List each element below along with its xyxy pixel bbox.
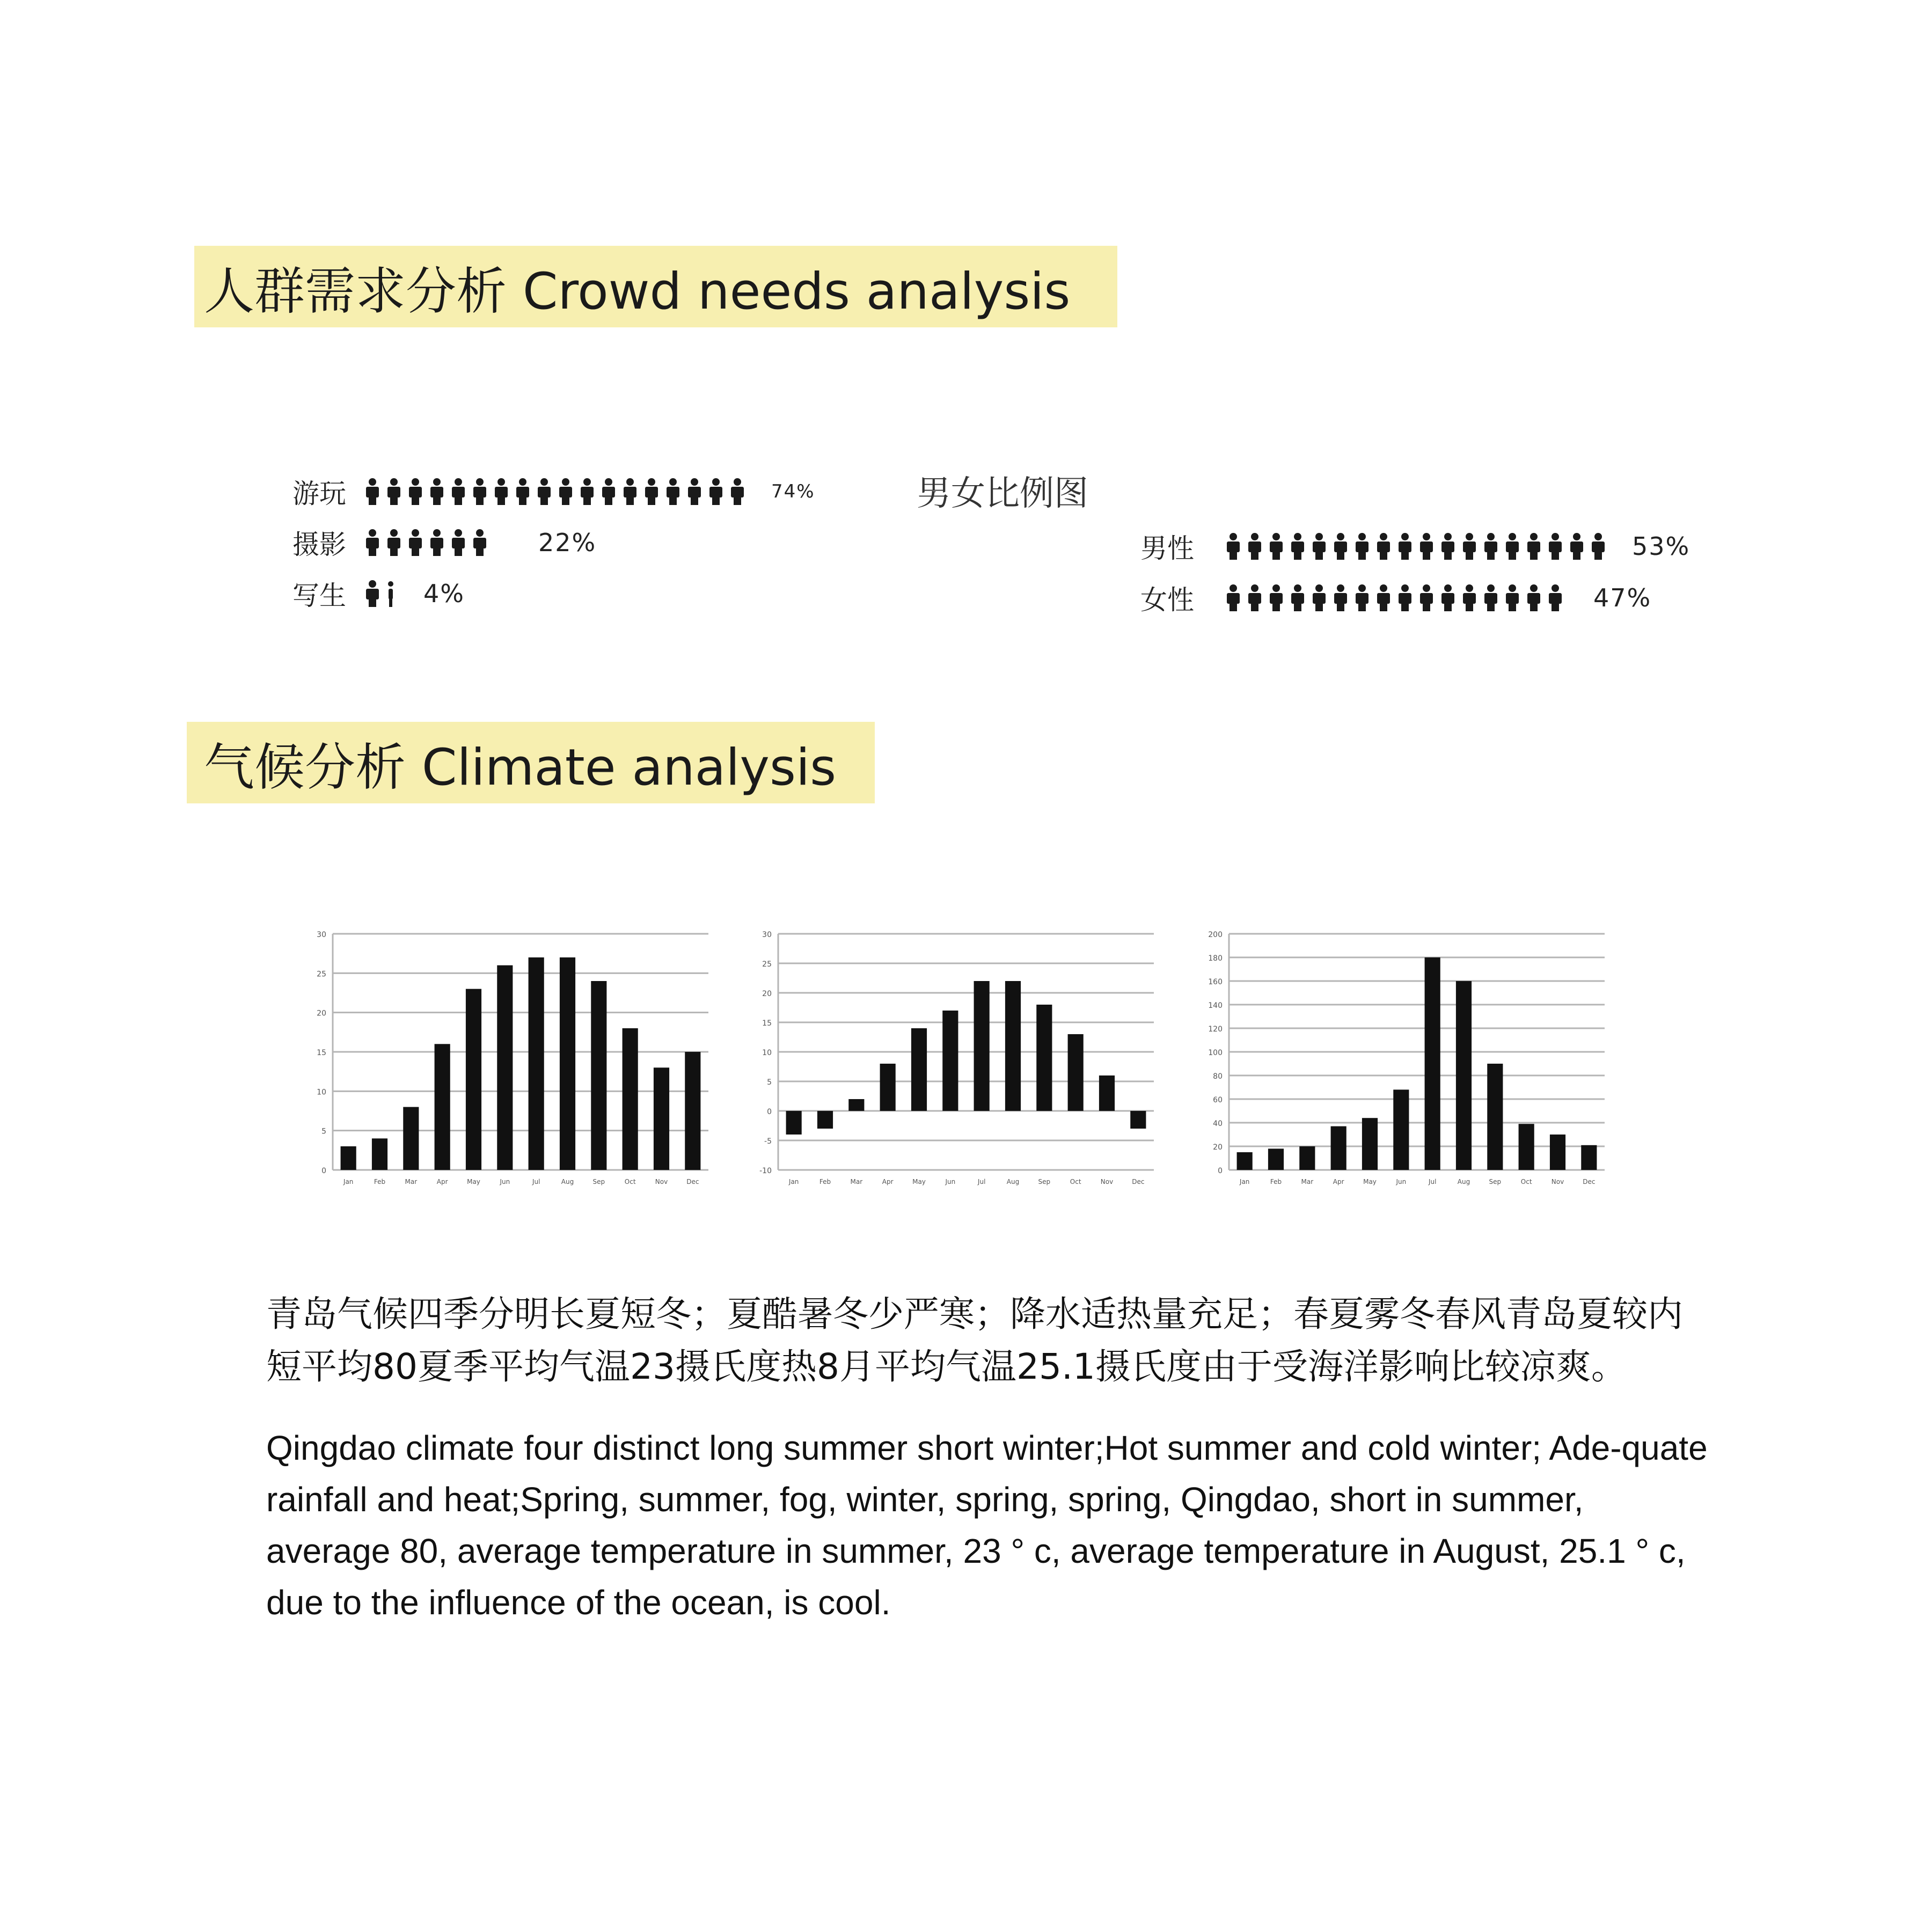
bar bbox=[466, 989, 481, 1170]
bar bbox=[1237, 1152, 1253, 1170]
y-tick-label: 180 bbox=[1208, 954, 1223, 963]
x-tick-label: Oct bbox=[1070, 1178, 1081, 1185]
bar bbox=[911, 1028, 927, 1111]
y-tick-label: 10 bbox=[317, 1088, 326, 1097]
x-tick-label: Jan bbox=[1239, 1178, 1250, 1185]
y-tick-label: 120 bbox=[1208, 1025, 1223, 1034]
bar bbox=[1299, 1146, 1315, 1170]
x-tick-label: May bbox=[467, 1178, 480, 1185]
person-icon bbox=[408, 529, 422, 556]
gender-label: 男性 bbox=[1140, 533, 1194, 564]
person-icon bbox=[1419, 533, 1433, 560]
activity-percent: 22% bbox=[538, 528, 597, 557]
y-tick-label: -10 bbox=[759, 1167, 772, 1175]
bar bbox=[1036, 1005, 1052, 1111]
crowd-needs-title bbox=[194, 246, 1117, 327]
person-icon bbox=[387, 580, 394, 607]
person-icon bbox=[623, 478, 637, 505]
x-tick-label: Jul bbox=[977, 1178, 986, 1185]
person-icons bbox=[1226, 584, 1570, 611]
bar bbox=[341, 1146, 356, 1170]
chart-svg bbox=[301, 923, 719, 1202]
person-icon bbox=[1462, 584, 1476, 611]
x-tick-label: Jun bbox=[500, 1178, 510, 1185]
person-icon bbox=[1312, 533, 1326, 560]
person-icons bbox=[365, 580, 402, 607]
person-icon bbox=[451, 529, 465, 556]
person-icon bbox=[1334, 533, 1348, 560]
person-icon bbox=[387, 529, 401, 556]
person-icon bbox=[1484, 584, 1498, 611]
person-icon bbox=[1226, 533, 1240, 560]
y-tick-label: -5 bbox=[764, 1137, 772, 1146]
person-icon bbox=[1548, 584, 1562, 611]
bar bbox=[1268, 1148, 1284, 1170]
x-tick-label: Dec bbox=[686, 1178, 699, 1185]
person-icon bbox=[1312, 584, 1326, 611]
person-icon bbox=[645, 478, 658, 505]
chart-precipitation bbox=[1197, 923, 1615, 1202]
person-icon bbox=[580, 478, 594, 505]
y-tick-label: 5 bbox=[767, 1078, 772, 1087]
x-tick-label: Sep bbox=[1038, 1178, 1051, 1185]
x-tick-label: Mar bbox=[405, 1178, 418, 1185]
person-icon bbox=[1248, 584, 1262, 611]
gender-percent: 53% bbox=[1632, 532, 1690, 561]
bar bbox=[654, 1067, 669, 1170]
person-icon bbox=[473, 529, 487, 556]
x-tick-label: Sep bbox=[1489, 1178, 1502, 1185]
gender-row-female bbox=[1140, 579, 1651, 617]
x-tick-label: Jun bbox=[1396, 1178, 1407, 1185]
bar bbox=[560, 957, 575, 1170]
bar bbox=[1005, 981, 1021, 1111]
person-icon bbox=[473, 478, 487, 505]
y-tick-label: 10 bbox=[762, 1049, 772, 1057]
person-icon bbox=[1248, 533, 1262, 560]
person-icon bbox=[1226, 584, 1240, 611]
x-tick-label: Aug bbox=[1006, 1178, 1020, 1185]
y-tick-label: 0 bbox=[1218, 1167, 1223, 1175]
person-icon bbox=[1441, 533, 1455, 560]
y-tick-label: 140 bbox=[1208, 1001, 1223, 1010]
bar bbox=[623, 1028, 638, 1170]
person-icon bbox=[387, 478, 401, 505]
y-tick-label: 30 bbox=[317, 931, 326, 939]
person-icons bbox=[1226, 533, 1613, 560]
person-icon bbox=[730, 478, 744, 505]
person-icon bbox=[602, 478, 616, 505]
x-tick-label: Jan bbox=[788, 1178, 799, 1185]
person-icon bbox=[709, 478, 723, 505]
x-tick-label: Oct bbox=[1520, 1178, 1532, 1185]
person-icon bbox=[687, 478, 701, 505]
bar bbox=[529, 957, 544, 1170]
bar bbox=[1331, 1126, 1346, 1170]
x-tick-label: Nov bbox=[655, 1178, 668, 1185]
gender-ratio-heading: 男女比例图 bbox=[917, 474, 1088, 514]
chart-avg-temperature bbox=[301, 923, 719, 1202]
bar bbox=[1581, 1145, 1597, 1170]
x-tick-label: Dec bbox=[1132, 1178, 1145, 1185]
person-icon bbox=[1484, 533, 1498, 560]
y-tick-label: 0 bbox=[767, 1108, 772, 1116]
person-icon bbox=[1505, 533, 1519, 560]
x-tick-label: Dec bbox=[1583, 1178, 1596, 1185]
y-tick-label: 25 bbox=[762, 960, 772, 969]
y-tick-label: 25 bbox=[317, 970, 326, 979]
y-tick-label: 15 bbox=[317, 1049, 326, 1057]
activity-row-sketching bbox=[292, 574, 465, 613]
climate-analysis-title bbox=[187, 722, 875, 803]
person-icon bbox=[1548, 533, 1562, 560]
x-tick-label: Feb bbox=[374, 1178, 386, 1185]
activity-label: 摄影 bbox=[292, 529, 346, 560]
bar bbox=[1519, 1124, 1534, 1170]
person-icon bbox=[430, 478, 444, 505]
bar bbox=[435, 1044, 450, 1170]
gender-percent: 47% bbox=[1593, 583, 1652, 612]
y-tick-label: 160 bbox=[1208, 978, 1223, 986]
person-icon bbox=[1269, 584, 1283, 611]
bar bbox=[497, 965, 513, 1170]
person-icon bbox=[1570, 533, 1584, 560]
person-icon bbox=[451, 478, 465, 505]
chart-min-temperature bbox=[746, 923, 1165, 1202]
person-icon bbox=[1355, 584, 1369, 611]
person-icon bbox=[1505, 584, 1519, 611]
bar bbox=[942, 1011, 958, 1111]
person-icon bbox=[430, 529, 444, 556]
y-tick-label: 30 bbox=[762, 931, 772, 939]
bar bbox=[1393, 1089, 1409, 1170]
bar bbox=[1068, 1034, 1084, 1111]
y-tick-label: 40 bbox=[1213, 1119, 1223, 1128]
person-icon bbox=[1527, 533, 1541, 560]
chart-svg bbox=[1197, 923, 1615, 1202]
bar bbox=[591, 981, 606, 1170]
bar bbox=[880, 1064, 896, 1111]
bar bbox=[1425, 957, 1440, 1170]
x-tick-label: Feb bbox=[1270, 1178, 1282, 1185]
person-icon bbox=[1291, 584, 1305, 611]
x-tick-label: Apr bbox=[882, 1178, 894, 1185]
y-tick-label: 60 bbox=[1213, 1096, 1223, 1104]
person-icon bbox=[537, 478, 551, 505]
bar bbox=[974, 981, 990, 1111]
y-tick-label: 0 bbox=[321, 1167, 326, 1175]
x-tick-label: Jul bbox=[1428, 1178, 1437, 1185]
bar bbox=[1362, 1118, 1378, 1170]
bar bbox=[1099, 1075, 1115, 1111]
x-tick-label: May bbox=[912, 1178, 926, 1185]
activity-label: 游玩 bbox=[292, 478, 346, 509]
person-icon bbox=[1291, 533, 1305, 560]
y-tick-label: 20 bbox=[762, 990, 772, 998]
person-icon bbox=[1377, 533, 1391, 560]
bar bbox=[1456, 981, 1472, 1170]
person-icon bbox=[408, 478, 422, 505]
person-icon bbox=[559, 478, 573, 505]
person-icon bbox=[1398, 584, 1412, 611]
y-tick-label: 5 bbox=[321, 1127, 326, 1136]
y-tick-label: 20 bbox=[1213, 1143, 1223, 1152]
bar bbox=[1487, 1064, 1503, 1170]
gender-label: 女性 bbox=[1140, 584, 1194, 616]
gender-row-male bbox=[1140, 527, 1690, 566]
x-tick-label: Jun bbox=[945, 1178, 956, 1185]
crowd-needs-title-text: 人群需求分析 Crowd needs analysis bbox=[204, 262, 1071, 321]
climate-description-en: Qingdao climate four distinct long summer short winter;Hot summer and cold winter; Ade-quate rainfall and heat;Spring, summer, fog, winter, spring, spring, Qingdao, short in summer, average 80, average temperature in summer, 23 ° c, average temperature in August, 25.1 ° c, due to the influence of the ocean, is cool. bbox=[266, 1429, 1708, 1622]
person-icon bbox=[1462, 533, 1476, 560]
y-tick-label: 80 bbox=[1213, 1072, 1223, 1081]
bar bbox=[403, 1107, 419, 1170]
y-tick-label: 100 bbox=[1208, 1049, 1223, 1057]
activity-label: 写生 bbox=[292, 580, 346, 611]
bar bbox=[1550, 1135, 1565, 1170]
person-icons bbox=[365, 529, 494, 556]
person-icon bbox=[1377, 584, 1391, 611]
x-tick-label: Aug bbox=[1457, 1178, 1470, 1185]
x-tick-label: Oct bbox=[624, 1178, 636, 1185]
person-icon bbox=[516, 478, 530, 505]
person-icon bbox=[1398, 533, 1412, 560]
x-tick-label: Apr bbox=[436, 1178, 448, 1185]
bar bbox=[685, 1052, 700, 1170]
activity-percent: 74% bbox=[771, 481, 815, 502]
person-icon bbox=[1355, 533, 1369, 560]
activity-row-photography bbox=[292, 523, 596, 562]
bar bbox=[372, 1138, 387, 1170]
person-icon bbox=[1269, 533, 1283, 560]
x-tick-label: Mar bbox=[1301, 1178, 1314, 1185]
person-icon bbox=[666, 478, 680, 505]
person-icon bbox=[1591, 533, 1605, 560]
x-tick-label: Mar bbox=[850, 1178, 863, 1185]
x-tick-label: Nov bbox=[1100, 1178, 1114, 1185]
x-tick-label: Feb bbox=[819, 1178, 831, 1185]
bar bbox=[817, 1111, 833, 1129]
person-icon bbox=[1441, 584, 1455, 611]
chart-svg bbox=[746, 923, 1165, 1202]
x-tick-label: Jan bbox=[343, 1178, 354, 1185]
climate-analysis-title-text: 气候分析 Climate analysis bbox=[204, 738, 837, 797]
activity-percent: 4% bbox=[423, 579, 465, 608]
person-icons bbox=[365, 478, 752, 505]
climate-description-cn: 青岛气候四季分明长夏短冬；夏酷暑冬少严寒；降水适热量充足；春夏雾冬春风青岛夏较内短平均80夏季平均气温23摄氏度热8月平均气温25.1摄氏度由于受海洋影响比较凉爽。 bbox=[266, 1293, 1683, 1387]
bar bbox=[1130, 1111, 1146, 1129]
person-icon bbox=[1419, 584, 1433, 611]
y-tick-label: 200 bbox=[1208, 931, 1223, 939]
activity-row-play bbox=[292, 472, 815, 511]
x-tick-label: Sep bbox=[592, 1178, 605, 1185]
x-tick-label: Jul bbox=[532, 1178, 540, 1185]
person-icon bbox=[365, 529, 379, 556]
person-icon bbox=[365, 580, 379, 607]
bar bbox=[848, 1099, 864, 1111]
x-tick-label: May bbox=[1363, 1178, 1377, 1185]
person-icon bbox=[1527, 584, 1541, 611]
person-icon bbox=[494, 478, 508, 505]
x-tick-label: Aug bbox=[561, 1178, 574, 1185]
person-icon bbox=[365, 478, 379, 505]
bar bbox=[786, 1111, 802, 1135]
x-tick-label: Apr bbox=[1333, 1178, 1344, 1185]
y-tick-label: 20 bbox=[317, 1009, 326, 1018]
person-icon bbox=[1334, 584, 1348, 611]
y-tick-label: 15 bbox=[762, 1019, 772, 1028]
x-tick-label: Nov bbox=[1551, 1178, 1564, 1185]
